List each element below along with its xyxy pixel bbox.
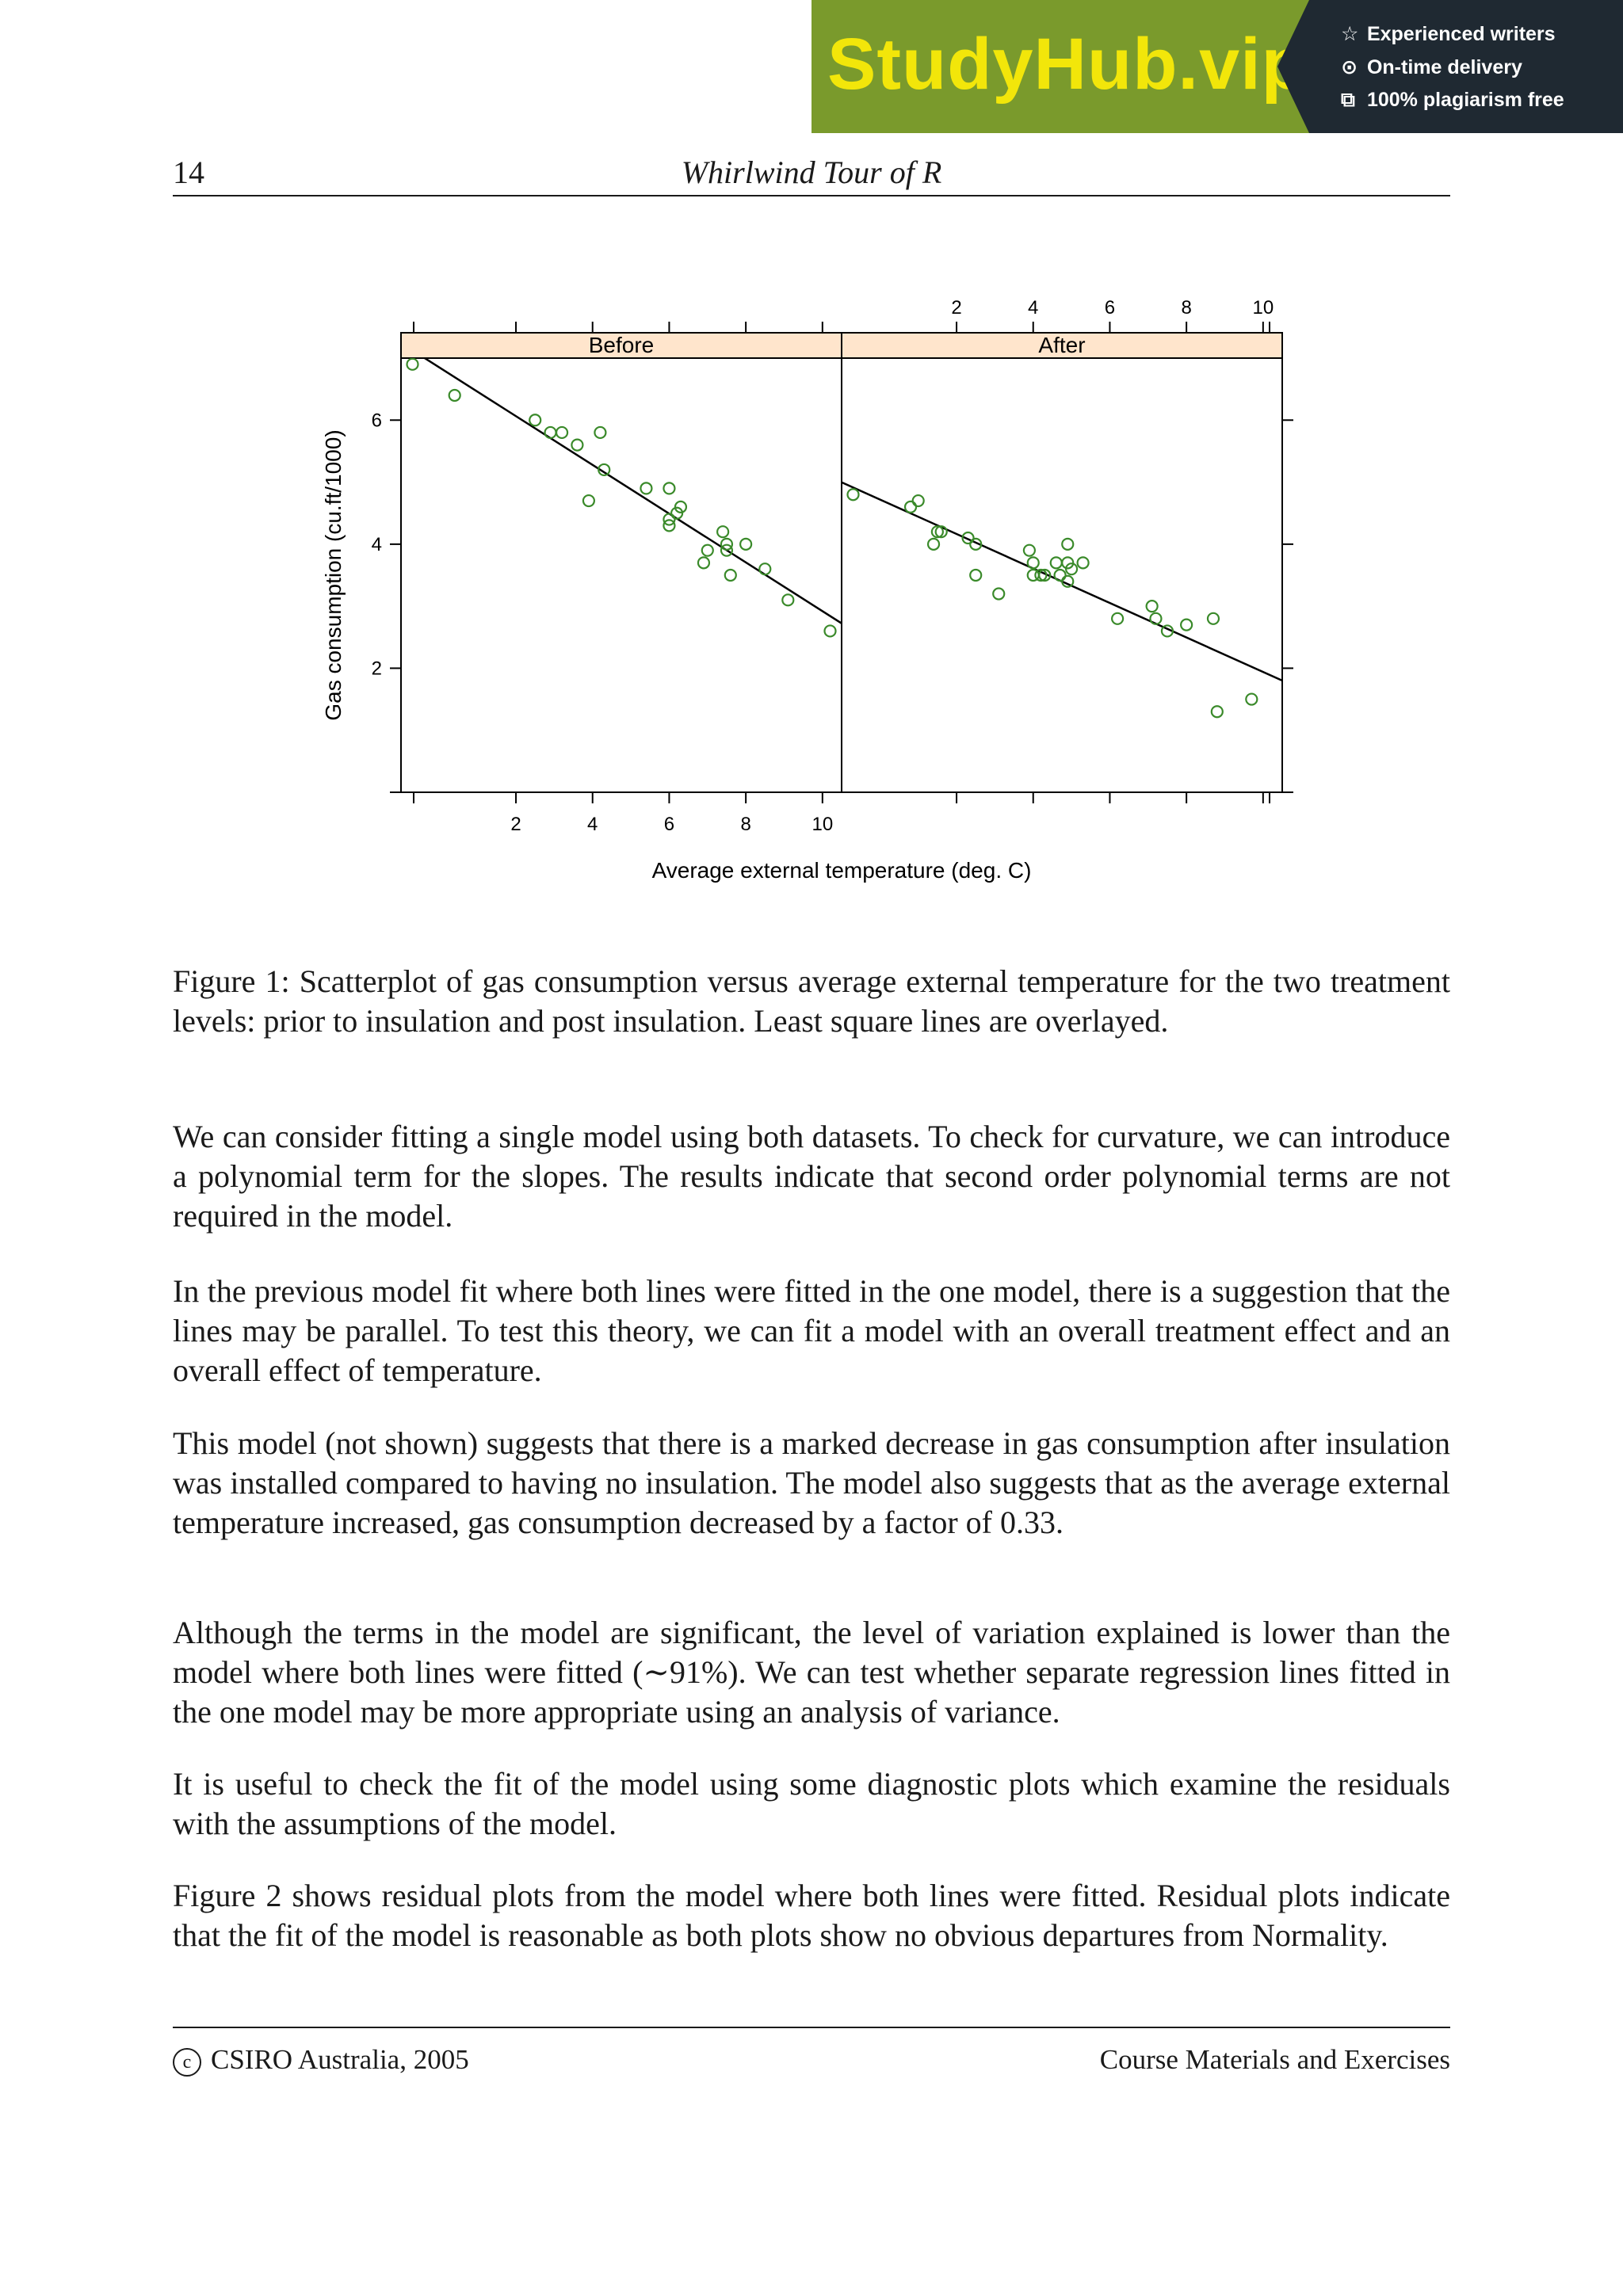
paragraph-6: Figure 2 shows residual plots from the model where both lines were fitted. Residual plots indicate that the fit of the model is reasonable as both plots show no obvious departures from Normality.: [173, 1878, 1450, 1953]
data-point: [640, 482, 651, 494]
page-footer: [173, 2027, 1450, 2075]
data-point: [529, 414, 540, 425]
data-point: [905, 502, 916, 513]
data-point: [1028, 557, 1039, 568]
strip-label-before: Before: [588, 333, 655, 357]
data-point: [1208, 613, 1219, 624]
page-number: 14: [173, 154, 204, 190]
fit-line-before: [401, 343, 842, 624]
x-tick-label: 10: [1252, 297, 1274, 318]
data-point: [824, 625, 835, 636]
x-tick-label: 6: [1104, 297, 1116, 318]
panel-frame-after: [842, 358, 1282, 792]
data-point: [1112, 613, 1123, 624]
data-point: [970, 570, 981, 581]
paragraph-4: Although the terms in the model are significant, the level of variation explained is lower than the model where both lines were fitted (∼91%). We can test whether separate regression lines fitted in the one model may be more appropriate using an analysis of variance.: [173, 1615, 1450, 1730]
x-tick-label: 6: [663, 814, 675, 835]
y-tick-label: 6: [371, 410, 382, 432]
x-tick-label: 4: [1028, 297, 1039, 318]
data-point: [702, 545, 713, 556]
data-point: [583, 495, 594, 506]
figure-1: [301, 285, 1316, 903]
x-tick-label: 4: [587, 814, 598, 835]
feature-label: 100% plagiarism free: [1366, 89, 1564, 111]
x-tick-label: 10: [812, 814, 834, 835]
data-point: [782, 594, 793, 605]
promo-banner[interactable]: [812, 0, 1623, 133]
footer-right-text: Course Materials and Exercises: [1099, 2044, 1450, 2075]
clock-icon: ⊙: [1341, 56, 1358, 78]
data-point: [725, 570, 736, 581]
feature-experienced-writers: [1341, 22, 1556, 46]
data-point: [740, 539, 751, 550]
data-point: [759, 563, 770, 574]
data-point: [556, 427, 567, 438]
star-icon: ☆: [1341, 23, 1359, 45]
paragraph-3: This model (not shown) suggests that there is a marked decrease in gas consumption after insulation was installed compared to having no insulation. The model also suggests that as the average external temperature increased, gas consumption decreased by a factor of 0.33.: [173, 1425, 1450, 1540]
data-point: [928, 539, 939, 550]
x-tick-label: 2: [951, 297, 962, 318]
data-point: [449, 390, 460, 401]
banner-features: [1309, 0, 1623, 133]
feature-label: On-time delivery: [1366, 56, 1522, 78]
panel-data-after: [842, 482, 1282, 718]
data-point: [1150, 613, 1161, 624]
data-point: [1212, 706, 1223, 717]
data-point: [1024, 545, 1035, 556]
data-point: [698, 557, 709, 568]
x-tick-label: 8: [1181, 297, 1192, 318]
feature-plagiarism-free: [1341, 89, 1564, 112]
data-point: [717, 526, 728, 537]
x-tick-label: 2: [510, 814, 521, 835]
feature-label: Experienced writers: [1366, 23, 1556, 45]
data-point: [1051, 557, 1062, 568]
x-tick-label: 8: [740, 814, 751, 835]
figure-caption: Figure 1: Scatterplot of gas consumption versus average external temperature for the two treatment levels: prior to insulation and post insulation. Least square lines are overlayed.: [173, 963, 1450, 1039]
copyright-icon: c: [173, 2048, 201, 2077]
studyhub-logo[interactable]: [812, 0, 1309, 133]
strip-label-after: After: [1038, 333, 1086, 357]
data-point: [594, 427, 605, 438]
paragraph-5: It is useful to check the fit of the model using some diagnostic plots which examine the residuals with the assumptions of the model.: [173, 1766, 1450, 1841]
scatterplot-chart: [301, 285, 1316, 903]
paragraph-2: In the previous model fit where both lines were fitted in the one model, there is a suggestion that the lines may be parallel. To test this theory, we can fit a model with an overall treatment effect and an overall effect of temperature.: [173, 1273, 1450, 1388]
y-tick-label: 2: [371, 658, 382, 680]
data-point: [571, 440, 582, 451]
data-point: [993, 588, 1004, 599]
feature-on-time-delivery: [1341, 55, 1522, 79]
copy-icon: ⧉: [1341, 89, 1355, 111]
data-point: [1055, 570, 1066, 581]
panel-frame-before: [401, 358, 842, 792]
data-point: [1147, 601, 1158, 612]
x-axis-label: Average external temperature (deg. C): [651, 858, 1032, 883]
data-point: [1181, 620, 1192, 631]
footer-copyright: [173, 2044, 469, 2077]
paragraph-1: We can consider fitting a single model using both datasets. To check for curvature, we can introduce a polynomial term for the slopes. The results indicate that second order polynomial terms are not required in the model.: [173, 1119, 1450, 1234]
running-title: Whirlwind Tour of R: [681, 154, 942, 190]
y-axis-label: Gas consumption (cu.ft/1000): [321, 429, 346, 721]
footer-left-text: CSIRO Australia, 2005: [211, 2044, 469, 2075]
data-point: [1246, 694, 1257, 705]
logo-text: StudyHub.vip: [827, 24, 1307, 105]
data-point: [1062, 539, 1073, 550]
data-point: [848, 489, 859, 500]
data-point: [545, 427, 556, 438]
panel-data-before: [401, 340, 842, 636]
data-point: [1078, 557, 1089, 568]
data-point: [663, 482, 674, 494]
y-tick-label: 4: [371, 533, 382, 555]
data-point: [913, 495, 924, 506]
running-header: [173, 154, 1450, 196]
data-point: [407, 359, 418, 370]
